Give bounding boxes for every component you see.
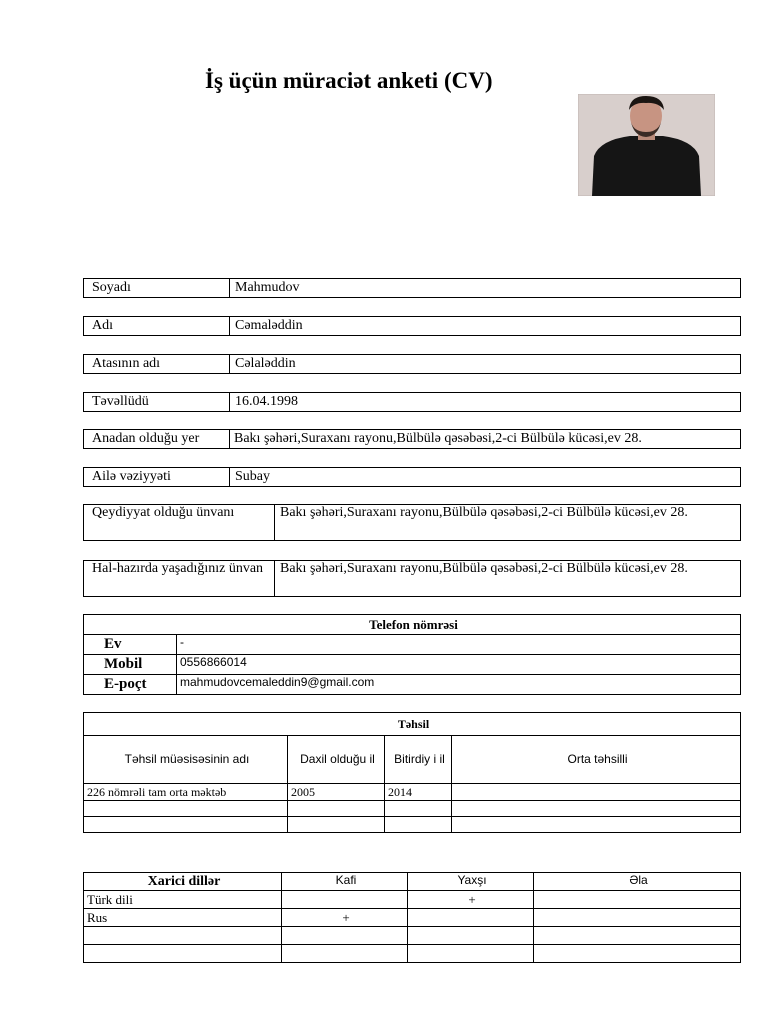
field-value: Bakı şəhəri,Suraxanı rayonu,Bülbülə qəsəbəsi,2-ci Bülbülə kücəsi,ev 28. <box>280 505 688 520</box>
phone-value: 0556866014 <box>177 655 741 675</box>
field-value: Mahmudov <box>235 280 300 295</box>
table-row <box>84 801 741 817</box>
field-row-current-address <box>83 560 741 597</box>
field-label: Atasının adı <box>84 355 230 373</box>
column-header: Bitirdiy i il <box>385 736 452 784</box>
table-cell <box>534 891 741 909</box>
table-cell <box>84 817 288 833</box>
languages-table <box>83 872 741 963</box>
table-row <box>84 784 741 801</box>
field-row-name <box>83 316 741 336</box>
table-cell <box>534 927 741 945</box>
table-cell <box>282 891 408 909</box>
language-name <box>84 927 282 945</box>
table-cell <box>288 801 385 817</box>
table-cell <box>385 801 452 817</box>
table-cell <box>534 945 741 963</box>
field-label: Təvəllüdü <box>84 393 230 411</box>
profile-photo <box>578 94 715 196</box>
field-label: Ailə vəziyyəti <box>84 468 230 486</box>
table-cell <box>452 817 741 833</box>
field-label: Adı <box>84 317 230 335</box>
field-label: Soyadı <box>84 279 230 297</box>
field-row-marital-status <box>83 467 741 487</box>
table-row <box>84 927 741 945</box>
phone-label: Ev <box>84 635 177 655</box>
field-value: Subay <box>235 469 270 484</box>
language-name <box>84 945 282 963</box>
field-label: Hal-hazırda yaşadığınız ünvan <box>84 561 275 596</box>
table-cell <box>282 927 408 945</box>
field-row-registration-address <box>83 504 741 541</box>
table-row <box>84 817 741 833</box>
table-row <box>84 909 741 927</box>
column-header: Xarici dillər <box>84 873 282 891</box>
field-value: 16.04.1998 <box>235 394 298 409</box>
field-row-birthplace <box>83 429 741 449</box>
table-cell <box>452 784 741 801</box>
table-cell <box>408 945 534 963</box>
column-header: Əla <box>534 873 741 891</box>
email-value: mahmudovcemaleddin9@gmail.com <box>177 675 741 695</box>
table-cell: 226 nömrəli tam orta məktəb <box>84 784 288 801</box>
field-label: Anadan olduğu yer <box>84 430 230 448</box>
phone-table-header: Telefon nömrəsi <box>84 615 741 635</box>
field-row-surname <box>83 278 741 298</box>
field-value: Cəmaləddin <box>235 318 303 333</box>
phone-label: Mobil <box>84 655 177 675</box>
table-cell <box>84 801 288 817</box>
table-row <box>84 655 741 675</box>
column-header: Kafi <box>282 873 408 891</box>
table-cell <box>408 927 534 945</box>
table-cell: 2014 <box>385 784 452 801</box>
table-cell <box>408 909 534 927</box>
field-value: Bakı şəhəri,Suraxanı rayonu,Bülbülə qəsəbəsi,2-ci Bülbülə kücəsi,ev 28. <box>234 431 642 446</box>
table-cell <box>282 945 408 963</box>
table-cell <box>385 817 452 833</box>
table-row <box>84 891 741 909</box>
field-row-patronymic <box>83 354 741 374</box>
table-cell: + <box>282 909 408 927</box>
field-row-birthdate <box>83 392 741 412</box>
table-row <box>84 635 741 655</box>
table-cell <box>288 817 385 833</box>
table-cell <box>452 801 741 817</box>
table-cell <box>534 909 741 927</box>
column-header: Yaxşı <box>408 873 534 891</box>
language-name: Rus <box>84 909 282 927</box>
education-table-header: Təhsil <box>84 713 741 736</box>
education-table <box>83 712 741 833</box>
field-label: Qeydiyyat olduğu ünvanı <box>84 505 275 540</box>
phone-table <box>83 614 741 695</box>
page-title: İş üçün müraciət anketi (CV) <box>205 68 493 93</box>
field-value: Bakı şəhəri,Suraxanı rayonu,Bülbülə qəsəbəsi,2-ci Bülbülə kücəsi,ev 28. <box>280 561 688 576</box>
table-row <box>84 675 741 695</box>
phone-label: E-poçt <box>84 675 177 695</box>
column-header: Daxil olduğu il <box>288 736 385 784</box>
field-value: Cəlaləddin <box>235 356 296 371</box>
column-header: Orta təhsilli <box>452 736 741 784</box>
table-row <box>84 945 741 963</box>
language-name: Türk dili <box>84 891 282 909</box>
column-header: Təhsil müəsisəsinin adı <box>84 736 288 784</box>
phone-value: - <box>177 635 741 655</box>
table-cell: + <box>408 891 534 909</box>
table-cell: 2005 <box>288 784 385 801</box>
